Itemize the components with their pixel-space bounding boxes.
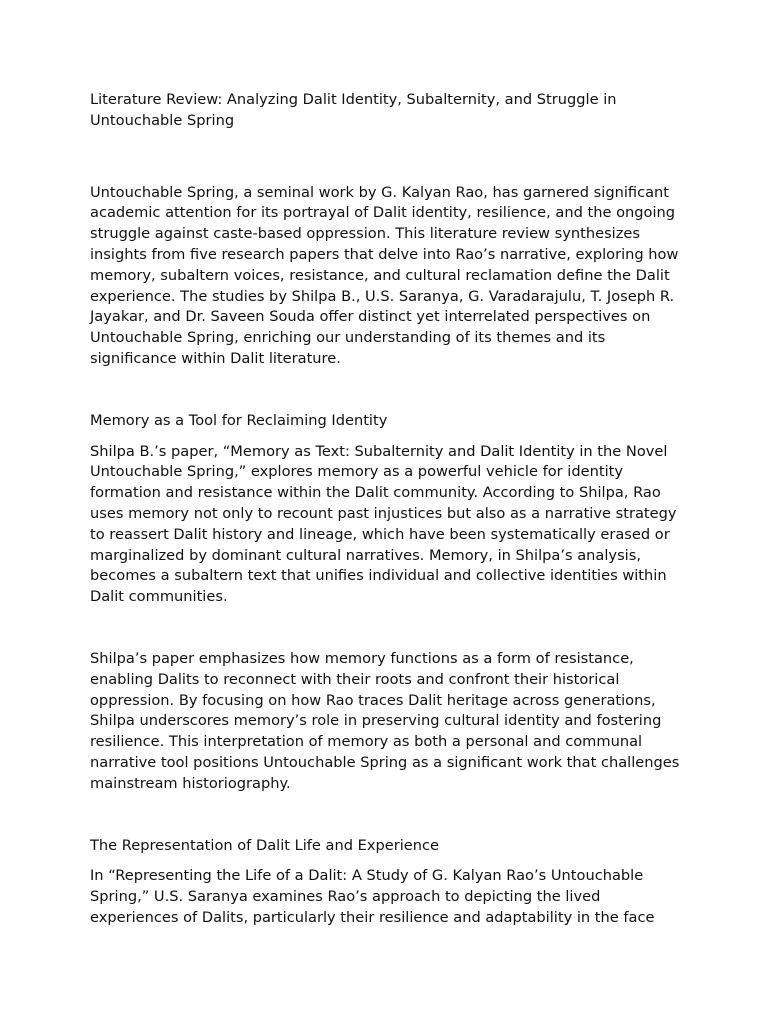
document-page: [90, 90, 682, 929]
section-heading-memory: Memory as a Tool for Reclaiming Identity: [90, 411, 388, 429]
document-title: Literature Review: Analyzing Dalit Identity, Subalternity, and Struggle in Untouchable Spring: [90, 91, 617, 129]
section-heading-representation: The Representation of Dalit Life and Experience: [90, 836, 440, 854]
representation-paragraph-1: In “Representing the Life of a Dalit: A Study of G. Kalyan Rao’s Untouchable Spring,” U.S. Saranya examines Rao’s approach to depicting the lived experiences of Dalits, particularly their resilience and adaptability in the face: [90, 867, 655, 926]
intro-paragraph: Untouchable Spring, a seminal work by G. Kalyan Rao, has garnered significant academic attention for its portrayal of Dalit identity, resilience, and the ongoing struggle against caste-based oppression. This literature review synthesizes insights from five research papers that delve into Rao’s narrative, exploring how memory, subaltern voices, resistance, and cultural reclamation define the Dalit experience. The studies by Shilpa B., U.S. Saranya, G. Varadarajulu, T. Joseph R. Jayakar, and Dr. Saveen Souda offer distinct yet interrelated perspectives on Untouchable Spring, enriching our understanding of its themes and its significance within Dalit literature.: [90, 183, 679, 367]
memory-paragraph-2: Shilpa’s paper emphasizes how memory functions as a form of resistance, enabling Dalits to reconnect with their roots and confront their historical oppression. By focusing on how Rao traces Dalit heritage across generations, Shilpa underscores memory’s role in preserving cultural identity and fostering resilience. This interpretation of memory as both a personal and communal narrative tool positions Untouchable Spring as a significant work that challenges mainstream historiography.: [90, 649, 680, 792]
memory-paragraph-1: Shilpa B.’s paper, “Memory as Text: Subalternity and Dalit Identity in the Novel Untouchable Spring,” explores memory as a powerful vehicle for identity formation and resistance within the Dalit community. According to Shilpa, Rao uses memory not only to recount past injustices but also as a narrative strategy to reassert Dalit history and lineage, which have been systematically erased or marginalized by dominant cultural narratives. Memory, in Shilpa’s analysis, becomes a subaltern text that unifies individual and collective identities within Dalit communities.: [90, 442, 677, 606]
